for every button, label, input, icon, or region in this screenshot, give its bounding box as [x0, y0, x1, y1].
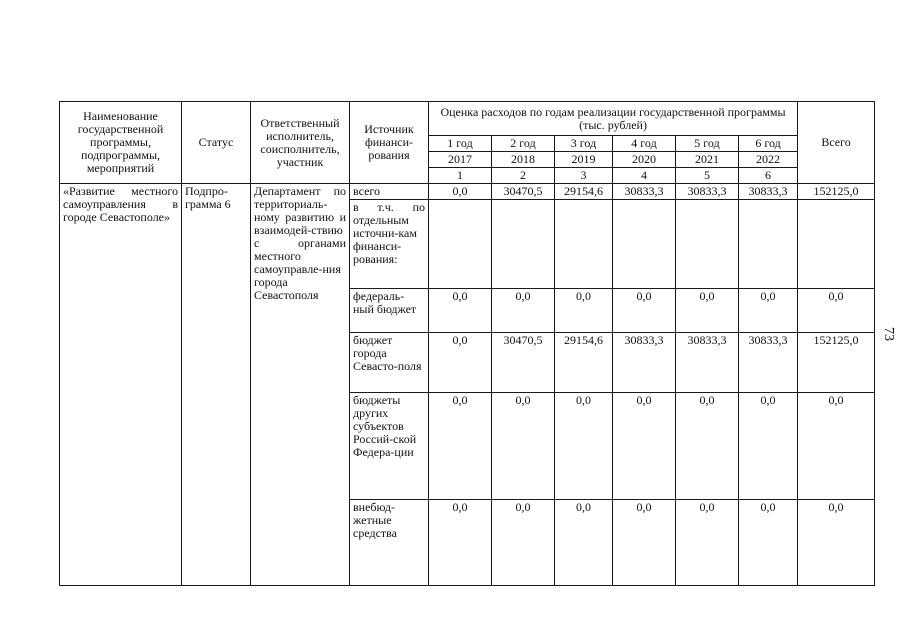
- column-number: 2: [492, 168, 555, 184]
- year-value: 2018: [492, 152, 555, 168]
- year-label: 2 год: [492, 136, 555, 152]
- value-cell: 0,0: [739, 289, 798, 333]
- value-cell: 0,0: [555, 393, 613, 500]
- year-value: 2021: [676, 152, 739, 168]
- header-source: Источник финанси-рования: [350, 102, 429, 184]
- header-total: Всего: [798, 102, 875, 184]
- value-cell: 0,0: [492, 393, 555, 500]
- value-cell: 0,0: [492, 289, 555, 333]
- year-value: 2022: [739, 152, 798, 168]
- value-cell: 0,0: [429, 333, 492, 393]
- value-cell: 29154,6: [555, 184, 613, 200]
- total-cell: [798, 200, 875, 289]
- total-cell: 0,0: [798, 393, 875, 500]
- value-cell: 0,0: [555, 500, 613, 586]
- value-cell: [613, 200, 676, 289]
- column-number: 5: [676, 168, 739, 184]
- value-cell: 30833,3: [613, 333, 676, 393]
- funding-source: всего: [350, 184, 429, 200]
- budget-table: [59, 101, 875, 586]
- column-number: 6: [739, 168, 798, 184]
- year-label: 1 год: [429, 136, 492, 152]
- value-cell: 0,0: [429, 289, 492, 333]
- funding-source: в т.ч. по отдельным источни-кам финанси-рования:: [350, 200, 429, 289]
- header-row: [60, 102, 875, 136]
- value-cell: 0,0: [739, 393, 798, 500]
- year-value: 2019: [555, 152, 613, 168]
- value-cell: 0,0: [613, 289, 676, 333]
- value-cell: 0,0: [613, 393, 676, 500]
- total-cell: 152125,0: [798, 184, 875, 200]
- value-cell: 0,0: [555, 289, 613, 333]
- page-number: 73: [881, 327, 896, 341]
- value-cell: 0,0: [429, 393, 492, 500]
- value-cell: 30833,3: [739, 333, 798, 393]
- value-cell: 0,0: [676, 393, 739, 500]
- table-row: [60, 184, 875, 200]
- year-label: 4 год: [613, 136, 676, 152]
- column-number: 4: [613, 168, 676, 184]
- value-cell: [429, 200, 492, 289]
- value-cell: 30833,3: [613, 184, 676, 200]
- value-cell: [492, 200, 555, 289]
- funding-source: федераль-ный бюджет: [350, 289, 429, 333]
- funding-source: бюджет города Севасто-поля: [350, 333, 429, 393]
- program-responsible: Департамент по территориаль-ному развитию и взаимодей-ствию с органами местного самоуправле-ния города Севастополя: [251, 184, 350, 586]
- value-cell: [676, 200, 739, 289]
- value-cell: 30833,3: [676, 333, 739, 393]
- value-cell: 0,0: [429, 500, 492, 586]
- value-cell: 0,0: [492, 500, 555, 586]
- value-cell: 30470,5: [492, 184, 555, 200]
- year-label: 3 год: [555, 136, 613, 152]
- year-label: 5 год: [676, 136, 739, 152]
- total-cell: 0,0: [798, 500, 875, 586]
- header-estimate: Оценка расходов по годам реализации государственной программы (тыс. рублей): [429, 102, 798, 136]
- column-number: 1: [429, 168, 492, 184]
- total-cell: 0,0: [798, 289, 875, 333]
- column-number: 3: [555, 168, 613, 184]
- year-value: 2020: [613, 152, 676, 168]
- value-cell: 0,0: [676, 500, 739, 586]
- funding-source: внебюд-жетные средства: [350, 500, 429, 586]
- funding-source: бюджеты других субъектов Россий-ской Федера-ции: [350, 393, 429, 500]
- value-cell: 0,0: [613, 500, 676, 586]
- total-cell: 152125,0: [798, 333, 875, 393]
- header-responsible: Ответственный исполнитель, соисполнитель, участник: [251, 102, 350, 184]
- value-cell: [739, 200, 798, 289]
- year-value: 2017: [429, 152, 492, 168]
- value-cell: 0,0: [739, 500, 798, 586]
- header-name: Наименование государственной программы, подпрограммы, мероприятий: [60, 102, 182, 184]
- year-label: 6 год: [739, 136, 798, 152]
- program-status: Подпро-грамма 6: [182, 184, 251, 586]
- value-cell: 29154,6: [555, 333, 613, 393]
- value-cell: 30470,5: [492, 333, 555, 393]
- value-cell: 0,0: [676, 289, 739, 333]
- header-status: Статус: [182, 102, 251, 184]
- program-name: «Развитие местного самоуправления в городе Севастополе»: [60, 184, 182, 586]
- value-cell: [555, 200, 613, 289]
- value-cell: 30833,3: [739, 184, 798, 200]
- value-cell: 0,0: [429, 184, 492, 200]
- value-cell: 30833,3: [676, 184, 739, 200]
